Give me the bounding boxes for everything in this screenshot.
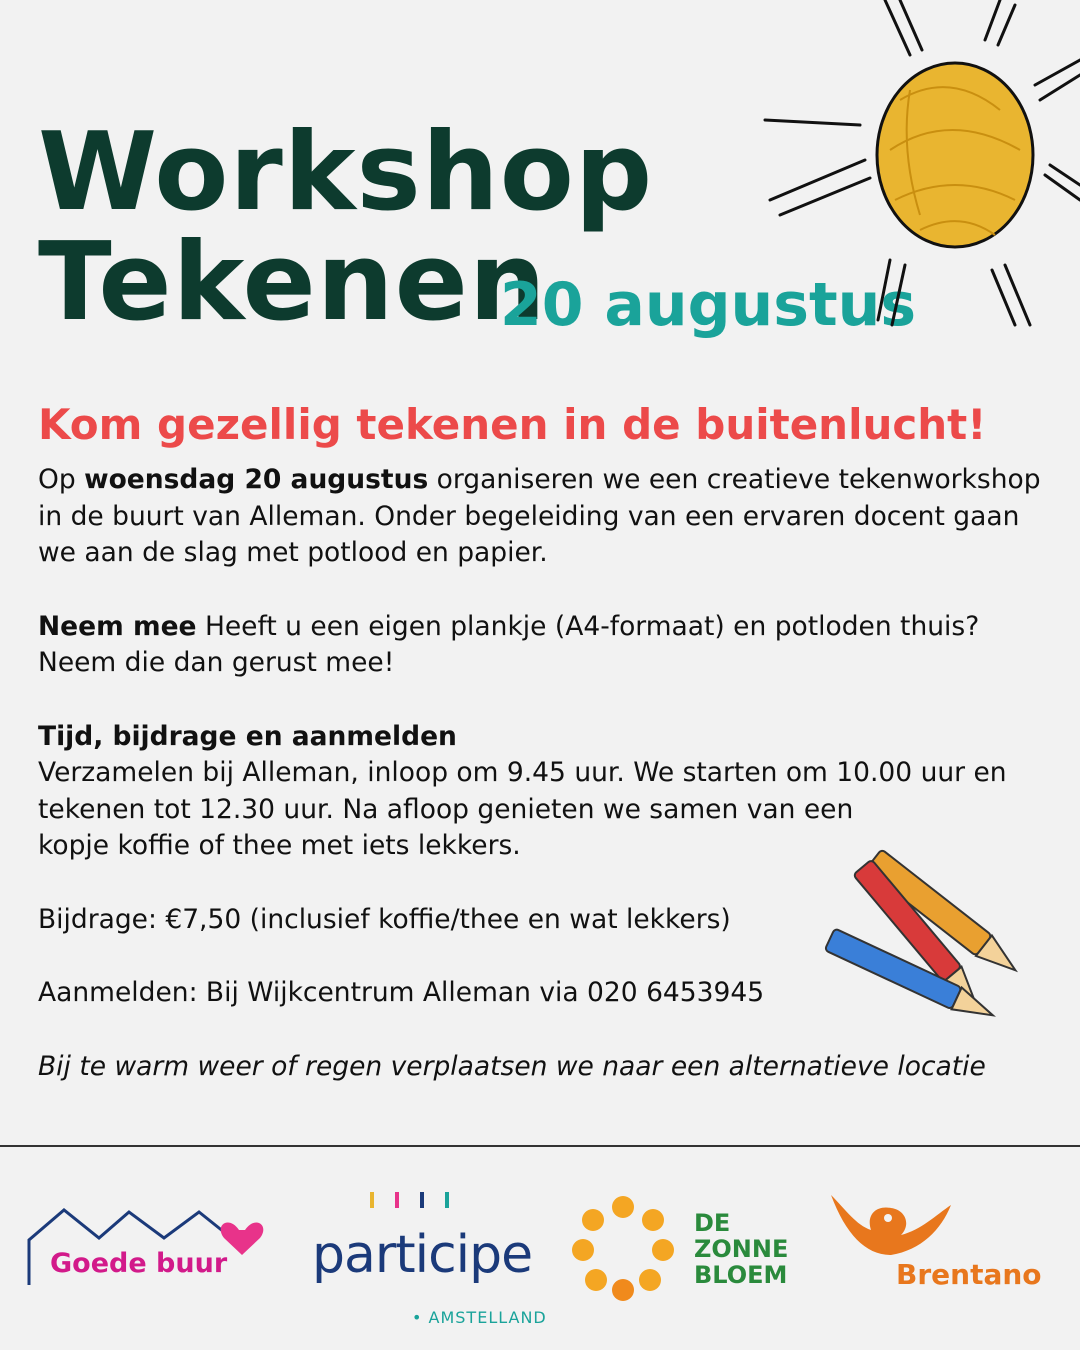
weather-note: Bij te warm weer of regen verplaatsen we naar een alternatieve locatie bbox=[38, 1050, 986, 1082]
partner-logos bbox=[0, 1170, 1080, 1330]
intro-rest: organiseren we een creatieve tekenworkshop bbox=[428, 464, 1041, 495]
registration: Aanmelden: Bij Wijkcentrum Alleman via 020 6453945 bbox=[38, 977, 765, 1008]
intro-prefix: Op bbox=[38, 464, 85, 495]
time-heading: Tijd, bijdrage en aanmelden bbox=[38, 720, 457, 752]
sun-illustration bbox=[760, 0, 1080, 340]
zonnebloem-hearts-icon bbox=[568, 1192, 678, 1302]
brentano-text: Brentano bbox=[896, 1258, 1042, 1291]
bring-bold: Neem mee bbox=[38, 610, 197, 642]
participe-subtext: • AMSTELLAND bbox=[412, 1308, 547, 1327]
time-line-1: Verzamelen bij Alleman, inloop om 9.45 uur. We starten om 10.00 uur en bbox=[38, 757, 1007, 788]
time-line-3: kopje koffie of thee met iets lekkers. bbox=[38, 830, 521, 861]
event-date: 20 augustus bbox=[500, 270, 917, 340]
goede-buur-text: Goede buur bbox=[50, 1248, 228, 1279]
participe-logo bbox=[312, 1180, 552, 1327]
contribution: Bijdrage: €7,50 (inclusief koffie/thee en wat lekkers) bbox=[38, 903, 731, 935]
participe-text: participe bbox=[312, 1225, 533, 1285]
intro-date-bold: woensdag 20 augustus bbox=[84, 464, 429, 495]
intro-paragraph bbox=[38, 462, 1068, 572]
zonnebloem-text-3: BLOEM bbox=[694, 1261, 788, 1289]
headline: Kom gezellig tekenen in de buitenlucht! bbox=[38, 400, 987, 449]
footer-divider bbox=[0, 1145, 1080, 1147]
zonnebloem-logo bbox=[568, 1192, 818, 1302]
time-line-2: tekenen tot 12.30 uur. Na afloop genieten we samen van een bbox=[38, 793, 854, 825]
bring-paragraph bbox=[38, 609, 1068, 682]
brentano-bird-icon bbox=[826, 1190, 956, 1265]
brentano-logo bbox=[826, 1190, 1046, 1300]
zonnebloem-text-2: ZONNE bbox=[694, 1235, 789, 1263]
zonnebloem-text-1: DE bbox=[694, 1209, 731, 1237]
pencils-illustration bbox=[810, 830, 1030, 1030]
bring-line-2: Neem die dan gerust mee! bbox=[38, 647, 395, 678]
intro-line-3: we aan de slag met potlood en papier. bbox=[38, 537, 548, 568]
goede-buur-logo bbox=[24, 1200, 284, 1295]
participe-bars-icon bbox=[370, 1192, 470, 1212]
bring-rest: Heeft u een eigen plankje (A4-formaat) en potloden thuis? bbox=[196, 610, 980, 642]
title-line-1: Workshop bbox=[38, 110, 654, 235]
title-line-2: Tekenen bbox=[38, 220, 547, 345]
intro-line-2: in de buurt van Alleman. Onder begeleiding van een ervaren docent gaan bbox=[38, 500, 1020, 532]
